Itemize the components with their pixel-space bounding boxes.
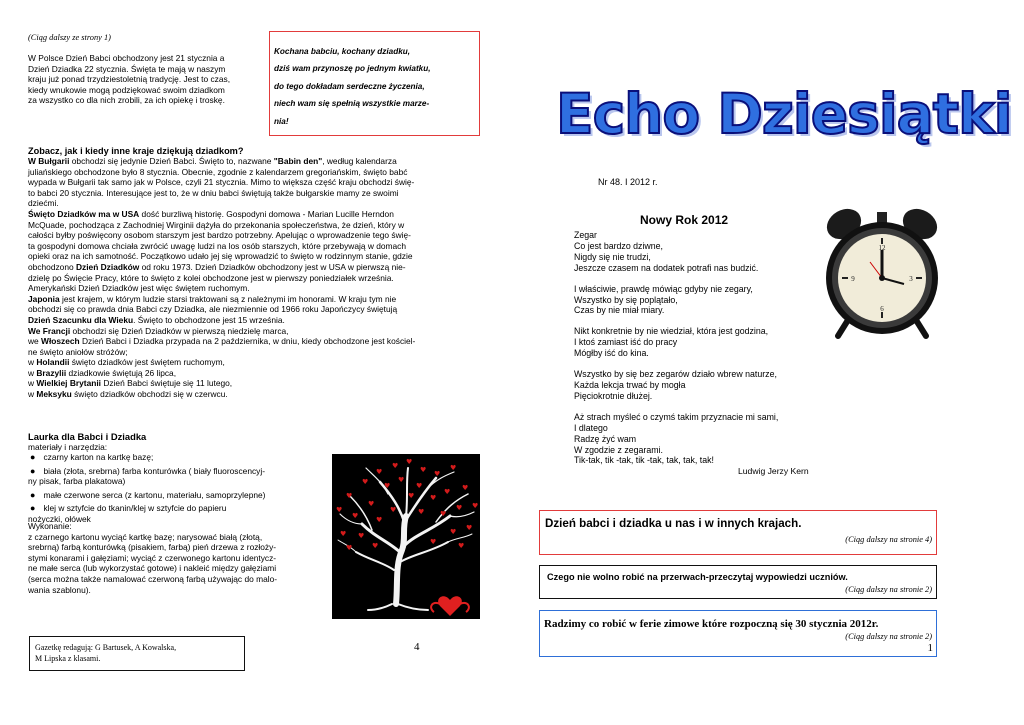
svg-text:♥: ♥ bbox=[444, 488, 451, 496]
poem-line: Nigdy się nie trudzi, bbox=[574, 251, 651, 262]
text-run: , według kalendarza bbox=[322, 156, 397, 166]
svg-text:♥: ♥ bbox=[346, 492, 353, 500]
intro-line: W Polsce Dzień Babci obchodzony jest 21 stycznia a bbox=[28, 53, 225, 63]
svg-text:♥: ♥ bbox=[376, 516, 383, 524]
text-run: w bbox=[28, 389, 37, 400]
svg-text:♥: ♥ bbox=[416, 482, 423, 490]
svg-text:6: 6 bbox=[880, 305, 884, 313]
page-number-left: 4 bbox=[414, 641, 420, 653]
steps-line: ne małe serca (lub wykorzystać gotowe) i nakleić między gałęziami bbox=[28, 563, 277, 574]
text-run: ta gospodyni domowa chciała zwrócić uwagę ludzi na los osób starszych, które przebywają w domach bbox=[28, 240, 406, 251]
text-run: wypada w Bułgarii tak samo jak w Polsce, czyli 21 stycznia. Mimo to większa część kraju obchodzi świę- bbox=[28, 177, 415, 188]
text-run: Dzień Babci świętuje się 11 lutego, bbox=[101, 378, 233, 389]
text-run: od roku 1973. Dzień Dziadków obchodzony jest w USA w pierwszą nie- bbox=[139, 261, 406, 272]
poem-line: Jeszcze czasem na dodatek potrafi nas budzić. bbox=[574, 262, 759, 273]
bold-text: Dzień Dziadków bbox=[75, 261, 140, 272]
svg-text:♥: ♥ bbox=[358, 532, 365, 540]
svg-text:♥: ♥ bbox=[384, 482, 391, 490]
intro-line: za wszystko co dla nich zrobili, za ich opiekę i troskę. bbox=[28, 95, 225, 106]
text-run: obchodzi się jedynie Dzień Babci. Święto to, nazwane bbox=[69, 156, 274, 166]
poem-line: Pięciokrotnie dłużej. bbox=[574, 390, 653, 401]
heart-ribbon bbox=[431, 596, 469, 616]
article-line bbox=[28, 368, 480, 379]
intro-line: kiedy wnukowie mogą podziękować swoim dziadkom bbox=[28, 84, 225, 95]
svg-text:♥: ♥ bbox=[420, 466, 427, 474]
poem-line: I dlatego bbox=[574, 422, 608, 433]
svg-text:♥: ♥ bbox=[376, 468, 383, 476]
intro-line: Dzień Dziadka 22 stycznia. Święta te mają w naszym bbox=[28, 63, 226, 74]
bold-text: W Bułgarii bbox=[28, 156, 70, 166]
text-run: . Święto to obchodzone jest 15 września. bbox=[133, 314, 285, 325]
steps-line: wania szablonu). bbox=[28, 584, 91, 595]
poem-line: Czas by nie miał miary. bbox=[574, 305, 665, 316]
svg-text:♥: ♥ bbox=[392, 462, 399, 470]
alarm-clock-image bbox=[822, 204, 942, 342]
wish-line: nia! bbox=[274, 116, 289, 126]
poem-line: Wszystko by się poplątało, bbox=[574, 294, 678, 305]
article-line bbox=[28, 198, 480, 209]
svg-text:♥: ♥ bbox=[408, 492, 415, 500]
article-line bbox=[28, 177, 480, 188]
poem-line: Aż strach myśleć o czymś takim przyznacie mi sami, bbox=[574, 411, 779, 422]
wish-line: Kochana babciu, kochany dziadku, bbox=[274, 47, 411, 56]
text-run: dzielę po Święcie Pracy, które to święto z kolei obchodzone jest w pierwszy poniedziałek września. bbox=[28, 272, 394, 283]
bold-text: "Babin den" bbox=[273, 156, 323, 166]
article-line bbox=[28, 294, 480, 305]
steps-line: (serca można także namalować czerwoną farbą używając do malo- bbox=[28, 573, 278, 584]
article-line bbox=[28, 220, 480, 231]
heart-tree-illustration bbox=[332, 454, 480, 619]
intro-line: kraju już ponad trzydziestoletnią tradycję. Jest to czas, bbox=[28, 74, 231, 85]
poem-line: Radzę żyć wam bbox=[574, 433, 637, 444]
steps-text bbox=[28, 521, 328, 595]
text-run: to babci 20 stycznia. Interesujące jest to, że w dniu babci świętują także bułgarskie mamy ze swoimi bbox=[28, 187, 399, 198]
wish-line: niech wam się spełnią wszystkie marze- bbox=[274, 99, 430, 109]
article-line bbox=[28, 304, 480, 315]
svg-text:♥: ♥ bbox=[472, 502, 479, 510]
article-line bbox=[28, 326, 480, 337]
headline-box-3[interactable] bbox=[539, 610, 937, 657]
svg-text:♥: ♥ bbox=[434, 470, 441, 478]
svg-text:♥: ♥ bbox=[346, 544, 353, 552]
poem-line: Co jest bardzo dziwne, bbox=[574, 240, 663, 251]
svg-text:♥: ♥ bbox=[372, 542, 379, 550]
poem-title: Nowy Rok 2012 bbox=[640, 213, 729, 227]
poem-line: Wszystko by się bez zegarów działo wbrew naturze, bbox=[574, 369, 777, 380]
materials-list bbox=[28, 452, 328, 525]
poem-line: Nikt konkretnie by nie wiedział, która jest godzina, bbox=[574, 326, 769, 337]
text-run: całości byłby poświęcony osobom starszym jest bardzo potrzebny. Apelując o wprowadzenie tego świę- bbox=[28, 230, 411, 241]
text-run: święto dziadków obchodzi się w czerwcu. bbox=[71, 389, 228, 400]
wish-box bbox=[269, 31, 480, 136]
poem-body bbox=[574, 230, 824, 476]
text-run: obchodzi się Dzień Dziadków w pierwszą niedzielę marca, bbox=[70, 325, 289, 336]
svg-text:♥: ♥ bbox=[398, 476, 405, 484]
text-run: we bbox=[28, 336, 42, 347]
text-run: ne święto aniołów stróżów; bbox=[28, 346, 128, 357]
svg-text:♥: ♥ bbox=[390, 506, 397, 514]
continuation-note: (Ciąg dalszy ze strony 1) bbox=[28, 33, 111, 42]
article-line bbox=[28, 336, 480, 347]
masthead: Echo Dziesiątki bbox=[556, 82, 1012, 146]
headline-2-note: (Ciąg dalszy na stronie 2) bbox=[845, 585, 932, 594]
svg-text:♥: ♥ bbox=[462, 484, 469, 492]
poem-line: I właściwie, prawdę mówiąc gdyby nie zegary, bbox=[574, 283, 753, 294]
text-run: obchodzono bbox=[28, 261, 76, 272]
headline-3-note: (Ciąg dalszy na stronie 2) bbox=[845, 632, 932, 641]
bold-text: Dzień Szacunku dla Wieku bbox=[28, 314, 134, 325]
poem-stanza bbox=[574, 369, 824, 402]
text-run: w bbox=[28, 378, 37, 389]
bold-text: Włoszech bbox=[41, 336, 80, 347]
material-item-cont: nożyczki, ołówek bbox=[28, 513, 91, 524]
poem-line: Tik-tak, tik -tak, tik -tak, tak, tak, tak! bbox=[574, 455, 714, 466]
article-body bbox=[28, 156, 480, 400]
text-run: w bbox=[28, 357, 37, 368]
svg-text:♥: ♥ bbox=[458, 542, 465, 550]
text-run: dziećmi. bbox=[28, 198, 59, 209]
steps-line: Wykonanie: bbox=[28, 521, 72, 531]
material-item-cont: ny pisak, farba plakatowa) bbox=[28, 476, 126, 487]
svg-text:♥: ♥ bbox=[440, 510, 447, 518]
tree-card-image bbox=[332, 454, 480, 619]
headline-1[interactable]: Dzień babci i dziadka u nas i w innych krajach. bbox=[545, 517, 802, 530]
material-item: ● biała (złota, srebrna) farba konturówka ( biały fluoroscencyj- bbox=[28, 466, 328, 477]
bold-text: Meksyku bbox=[36, 389, 72, 400]
bold-text: Holandii bbox=[36, 357, 70, 368]
text-run: dość burzliwą historię. Gospodyni domowa - Marian Lucille Herndon bbox=[139, 208, 394, 219]
svg-text:♥: ♥ bbox=[456, 504, 463, 512]
svg-text:12: 12 bbox=[878, 244, 886, 252]
material-item: ● klej w sztyfcie do tkanin/klej w sztyfcie do papieru bbox=[28, 503, 328, 514]
poem-stanza bbox=[574, 230, 824, 274]
headline-box-2[interactable] bbox=[539, 565, 937, 599]
svg-text:♥: ♥ bbox=[430, 538, 437, 546]
article-line bbox=[28, 251, 480, 262]
credits-line: Gazetkę redagują: G Bartusek, A Kowalska, bbox=[35, 643, 177, 652]
text-run: obchodzi się co prawda dnia Babci czy Dziadka, ale niezmiennie od 1966 roku Japończycy świętują bbox=[28, 304, 398, 315]
text-run: opieki oraz na ich samotność. Początkowo udało jej się wprowadzić to święto w rodzinnym stanie, gdzie bbox=[28, 251, 413, 262]
text-run: jest krajem, w którym ludzie starsi traktowani są z należnymi im honorami. W kraju tym nie bbox=[59, 293, 397, 304]
svg-text:♥: ♥ bbox=[362, 478, 369, 486]
article-line bbox=[28, 347, 480, 358]
bold-text: Japonia bbox=[28, 293, 60, 304]
poem-stanza bbox=[574, 284, 824, 317]
svg-text:♥: ♥ bbox=[406, 458, 413, 466]
bold-text: Brazylii bbox=[36, 367, 67, 378]
svg-text:♥: ♥ bbox=[336, 506, 343, 514]
steps-line: z czarnego kartonu wyciąć kartkę bazę; narysować białą (złotą, bbox=[28, 531, 263, 542]
svg-text:♥: ♥ bbox=[450, 464, 457, 472]
article-line bbox=[28, 262, 480, 273]
material-item: ● małe czerwone serca (z kartonu, materiału, samoprzylepne) bbox=[28, 490, 328, 501]
article-line bbox=[28, 209, 480, 220]
bold-text: Wielkiej Brytanii bbox=[36, 378, 101, 389]
article-line bbox=[28, 378, 480, 389]
svg-text:♥: ♥ bbox=[450, 528, 457, 536]
wish-line: do tego dokładam serdeczne życzenia, bbox=[274, 81, 425, 91]
intro-paragraph bbox=[28, 53, 268, 106]
article-line bbox=[28, 188, 480, 199]
article-line bbox=[28, 357, 480, 368]
steps-line: stymi konarami i gałęziami; wyciąć z czerwonego kartonu identycz- bbox=[28, 552, 277, 563]
poem-line: Każda lekcja trwać by mogła bbox=[574, 379, 686, 390]
svg-text:♥: ♥ bbox=[340, 530, 347, 538]
article-line bbox=[28, 315, 480, 326]
section-title: Zobacz, jak i kiedy inne kraje dziękują dziadkom? bbox=[28, 146, 244, 156]
text-run: Dzień Babci i Dziadka przypada na 2 października, w dniu, kiedy obchodzone jest kościel- bbox=[79, 336, 416, 347]
text-run: Amerykański Dzień Dziadków jest więc świętem ruchomym. bbox=[28, 283, 250, 294]
bold-text: Święto Dziadków ma w USA bbox=[28, 208, 140, 219]
svg-text:♥: ♥ bbox=[466, 524, 473, 532]
article-line bbox=[28, 230, 480, 241]
poem-stanza bbox=[574, 412, 824, 467]
headline-3[interactable]: Radzimy co robić w ferie zimowe które rozpoczną się 30 stycznia 2012r. bbox=[544, 618, 879, 630]
svg-text:♥: ♥ bbox=[430, 494, 437, 502]
poem-line: I ktoś zamiast iść do pracy bbox=[574, 337, 678, 348]
credits-box bbox=[29, 636, 245, 671]
svg-text:♥: ♥ bbox=[352, 512, 359, 520]
steps-line: srebrną) farbą konturówką (pisakiem, farbą) pień drzewa z rozłoży- bbox=[28, 542, 277, 553]
poem-author: Ludwig Jerzy Kern bbox=[738, 466, 809, 476]
card-title: Laurka dla Babci i Dziadka bbox=[28, 431, 147, 442]
poem-line: Zegar bbox=[574, 230, 597, 240]
headline-box-1[interactable] bbox=[539, 510, 937, 555]
svg-text:♥: ♥ bbox=[418, 508, 425, 516]
issue-number: Nr 48. I 2012 r. bbox=[598, 177, 658, 187]
article-line bbox=[28, 156, 480, 167]
svg-text:9: 9 bbox=[851, 275, 855, 283]
wish-poem bbox=[274, 43, 479, 130]
svg-text:3: 3 bbox=[909, 275, 913, 283]
poem-line: Mógłby iść do kina. bbox=[574, 348, 649, 359]
article-line bbox=[28, 389, 480, 400]
article-line bbox=[28, 273, 480, 284]
svg-text:♥: ♥ bbox=[368, 500, 375, 508]
page-number-right: 1 bbox=[927, 642, 933, 654]
poem-stanza bbox=[574, 326, 824, 359]
text-run: McQuade, pochodząca z Zachodniej Wirginii dążyła do przekonania społeczeństwa, że dzień, który w bbox=[28, 219, 405, 230]
text-run: święto dziadków jest świętem ruchomym, bbox=[69, 357, 225, 368]
bold-text: We Francji bbox=[28, 325, 71, 336]
article-line bbox=[28, 167, 480, 178]
headline-2[interactable]: Czego nie wolno robić na przerwach-przeczytaj wypowiedzi uczniów. bbox=[547, 572, 848, 582]
credits-line: M Lipska z klasami. bbox=[35, 654, 101, 663]
material-item: ● czarny karton na kartkę bazę; bbox=[28, 452, 328, 463]
wish-line: dziś wam przynoszę po jednym kwiatku, bbox=[274, 64, 431, 74]
poem-line: W zgodzie z zegarami. bbox=[574, 444, 663, 455]
text-run: w bbox=[28, 367, 37, 378]
text-run: juliańskiego obchodzone było 8 stycznia. Obecnie, zgodnie z kalendarzem gregoriańskim, święto babć bbox=[28, 166, 408, 177]
article-line bbox=[28, 283, 480, 294]
materials-label: materiały i narzędzia: bbox=[28, 442, 108, 452]
headline-1-note: (Ciąg dalszy na stronie 4) bbox=[845, 535, 932, 544]
article-line bbox=[28, 241, 480, 252]
text-run: dziadkowie świętują 26 lipca, bbox=[66, 367, 177, 378]
